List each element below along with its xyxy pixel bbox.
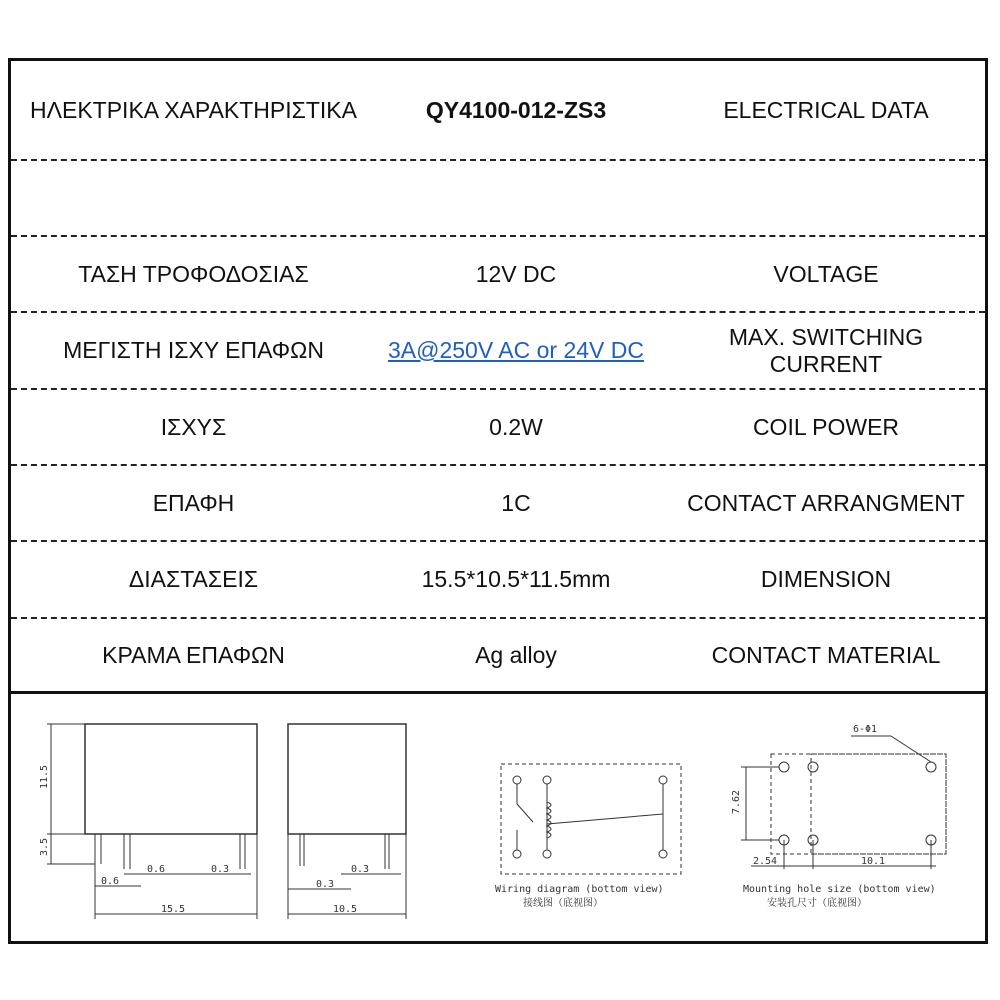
spec-english: CONTACT ARRANGMENT — [687, 489, 965, 516]
side-pin-width-label: 0.3 — [351, 864, 370, 875]
mounting-pitch-v-label: 7.62 — [731, 789, 742, 814]
header-english: ELECTRICAL DATA — [723, 96, 929, 123]
front-pin-width-label: 0.3 — [211, 864, 230, 875]
spec-value: 0.2W — [489, 413, 543, 440]
side-view-drawing — [288, 724, 406, 919]
front-view-drawing — [47, 724, 257, 919]
technical-drawings — [11, 694, 985, 944]
header-row — [11, 61, 985, 161]
spec-value: 15.5*10.5*11.5mm — [421, 566, 611, 592]
front-height-label: 11.5 — [39, 764, 50, 789]
spec-greek: ΤΑΣΗ ΤΡΟΦΟΔΟΣΙΑΣ — [78, 260, 309, 287]
spec-sheet — [8, 58, 988, 944]
spec-row-contact-arrangement — [11, 466, 985, 542]
spec-english: VOLTAGE — [773, 260, 879, 287]
mounting-pitch-h2-label: 10.1 — [861, 856, 886, 867]
spec-value: 1C — [501, 489, 531, 516]
front-pin-width-label: 0.6 — [101, 876, 120, 887]
front-width-label: 15.5 — [161, 904, 186, 915]
side-width-label: 10.5 — [333, 904, 358, 915]
spec-greek: ΜΕΓΙΣΤΗ ΙΣΧΥ ΕΠΑΦΩΝ — [63, 337, 324, 363]
spec-english: CONTACT MATERIAL — [711, 641, 941, 668]
spec-english: MAX. SWITCHING CURRENT — [728, 323, 924, 377]
mounting-holes-label: 6-Φ1 — [853, 724, 878, 735]
spec-row-voltage — [11, 237, 985, 313]
spec-greek: ΚΡΑΜΑ ΕΠΑΦΩΝ — [102, 641, 285, 668]
mounting-holes-drawing — [741, 736, 946, 869]
wiring-caption-cn: 接线图（底视图） — [523, 898, 603, 909]
header-greek: ΗΛΕΚΤΡΙΚΑ ΧΑΡΑΚΤΗΡΙΣΤΙΚΑ — [30, 96, 357, 123]
spec-value: 12V DC — [475, 260, 557, 287]
blank-row — [11, 161, 985, 237]
spec-row-dimension — [11, 542, 985, 619]
spec-greek: ΙΣΧΥΣ — [160, 413, 227, 440]
model-number: QY4100-012-ZS3 — [425, 96, 607, 123]
side-pin-width-label: 0.3 — [316, 879, 335, 890]
spec-value-link[interactable]: 3A@250V AC or 24V DC — [387, 337, 645, 363]
mounting-pitch-h1-label: 2.54 — [753, 856, 778, 867]
wiring-caption-en: Wiring diagram (bottom view) — [495, 884, 664, 895]
spec-greek: ΔΙΑΣΤΑΣΕΙΣ — [128, 566, 259, 592]
mounting-caption-en: Mounting hole size (bottom view) — [743, 884, 936, 895]
spec-row-contact-material — [11, 619, 985, 691]
spec-english: COIL POWER — [752, 413, 900, 440]
spec-row-switching-current — [11, 313, 985, 390]
front-pin-width-label: 0.6 — [147, 864, 166, 875]
spec-row-coil-power — [11, 390, 985, 466]
wiring-diagram-drawing — [501, 764, 681, 874]
spec-english: DIMENSION — [760, 566, 892, 592]
front-pin-length-label: 3.5 — [39, 837, 50, 856]
spec-greek: ΕΠΑΦΗ — [152, 489, 235, 516]
mounting-caption-cn: 安装孔尺寸（底视图） — [767, 898, 867, 909]
spec-value: Ag alloy — [475, 641, 557, 668]
